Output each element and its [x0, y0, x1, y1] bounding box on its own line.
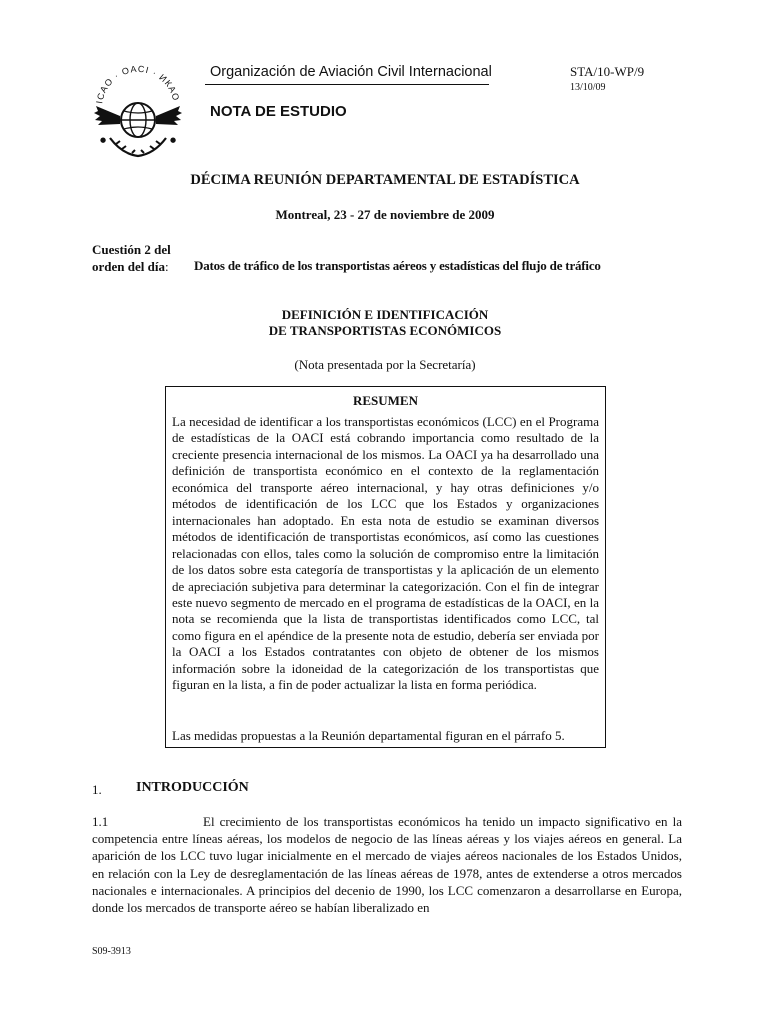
section-title: INTRODUCCIÓN — [136, 780, 249, 795]
document-date: 13/10/09 — [570, 82, 606, 93]
svg-text:●: ● — [170, 136, 177, 144]
meeting-title: DÉCIMA REUNIÓN DEPARTAMENTAL DE ESTADÍSTICA — [190, 172, 580, 188]
document-reference: STA/10-WP/9 — [570, 64, 645, 79]
paragraph-number: 1.1 — [92, 814, 109, 829]
summary-box — [165, 386, 606, 748]
header-rule — [205, 84, 489, 85]
svg-text:●: ● — [100, 136, 107, 144]
footer-code: S09-3913 — [92, 946, 131, 957]
meeting-place-date: Montreal, 23 - 27 de noviembre de 2009 — [275, 207, 495, 222]
agenda-label-line1: Cuestión 2 del — [92, 242, 171, 257]
agenda-label-line2: orden del día — [92, 259, 165, 274]
agenda-label — [92, 241, 171, 275]
summary-body: La necesidad de identificar a los transportistas económicos (LCC) en el Programa de estadísticas de la OACI está cobrando importancia como resultado de la creciente presencia internacional de los mismos. La OACI ya ha desarrollado una definición de transportista económico en el contexto de la reglamentación económica del transporte aéreo internacional, y hay otras definiciones y/o métodos de identificación de los LCC que los Estados y organizaciones internacionales han adoptado. En esta nota de estudio se examinan diversos métodos de identificación de transportistas económicos, así como las cuestiones relacionadas con ellos, tales como la solución de compromiso entre la limitación de los datos sobre esta categoría de transportistas y la aplicación de un elemento de apreciación subjetiva para determinar la categorización. Con el fin de integrar este nuevo segmento de mercado en el programa de estadísticas de la OACI, en la nota se recomienda que la lista de transportistas identificados como LCC, tal como figura en el apéndice de la presente nota de estudio, debería ser enviada por la OACI a los Estados contratantes con objeto de obtener de los mismos información sobre la idoneidad de la categorización de los transportistas que figuran en la lista, a fin de poder actualizar la lista en forma periódica. — [172, 414, 599, 693]
paragraph-text: El crecimiento de los transportistas económicos ha tenido un impacto significativo en la competencia entre líneas aéreas, los modelos de negocio de las líneas aéreas y los viajes aéreos en general. La aparición de los LCC tuvo lugar inicialmente en el mercado de viajes aéreos nacionales de los Estados Unidos, en relación con la Ley de desreglamentación de las líneas aéreas de 1978, antes de extenderse a otros mercados nacionales e internacionales. A principios del decenio de 1990, los LCC comenzaron a desarrollarse en Europa, donde los mercados de transporte aéreo se habían liberalizado en — [92, 814, 682, 916]
organization-name: Organización de Aviación Civil Internacional — [210, 64, 492, 80]
paper-title-line1: DEFINICIÓN E IDENTIFICACIÓN — [281, 307, 489, 322]
paper-title-line2: DE TRANSPORTISTAS ECONÓMICOS — [268, 323, 502, 338]
presented-by: (Nota presentada por la Secretaría) — [294, 357, 476, 372]
agenda-item-text: Datos de tráfico de los transportistas aéreos y estadísticas del flujo de tráfico — [194, 258, 601, 273]
agenda-label-colon: : — [164, 259, 169, 274]
section-number: 1. — [92, 782, 102, 797]
summary-measures: Las medidas propuestas a la Reunión departamental figuran en el párrafo 5. — [172, 728, 565, 743]
icao-emblem-logo — [92, 58, 184, 162]
svg-text:ICAO · OACI · ИКАО — [94, 64, 181, 104]
document-type: NOTA DE ESTUDIO — [210, 103, 347, 120]
summary-heading: RESUMEN — [352, 393, 418, 408]
logo-lettering: ICAO · OACI · ИКАО — [94, 63, 182, 105]
paragraph-1-1 — [92, 813, 682, 916]
